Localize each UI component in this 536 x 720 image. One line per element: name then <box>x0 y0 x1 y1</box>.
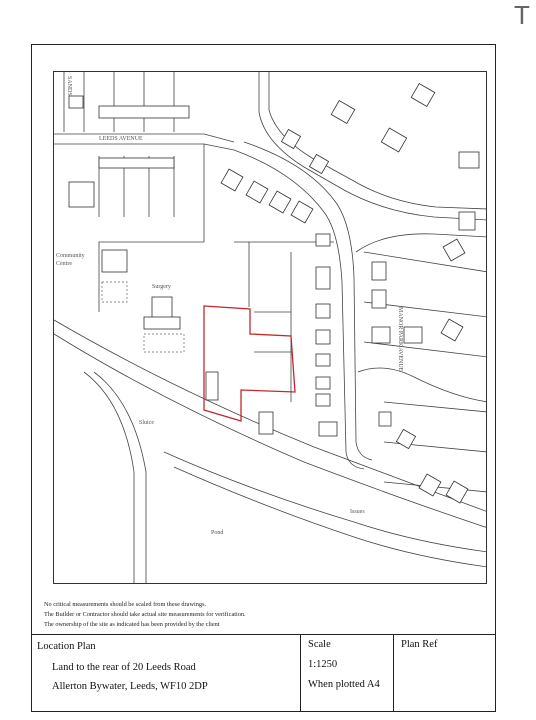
house <box>459 212 475 230</box>
dashed-outline <box>144 334 184 352</box>
house <box>404 327 422 343</box>
label-manor-park-avenue: MANOR PARK AVENUE <box>397 307 403 372</box>
address-line-1: Land to the rear of 20 Leeds Road <box>52 662 196 673</box>
house <box>411 84 435 107</box>
house-site <box>206 372 218 400</box>
title-block <box>31 634 496 712</box>
plot-dividers-centre <box>254 252 291 402</box>
house <box>331 101 355 124</box>
crescent-north <box>356 234 487 252</box>
corner-mark: T <box>514 0 530 30</box>
house <box>372 327 390 343</box>
leeds-avenue-south-edge <box>54 144 234 150</box>
house <box>319 422 337 436</box>
plan-ref-heading: Plan Ref <box>401 639 438 650</box>
dashed-outline <box>102 282 127 302</box>
terrace-north <box>99 106 189 118</box>
title-block-divider <box>300 635 301 712</box>
house-site <box>259 412 273 434</box>
label-community-centre-1: Community <box>56 253 85 259</box>
label-surgery: Surgery <box>152 284 171 290</box>
location-map <box>53 71 487 584</box>
label-leeds-avenue: LEEDS AVENUE <box>99 136 143 142</box>
house <box>221 169 243 191</box>
map-canvas <box>54 72 487 584</box>
house <box>316 330 330 344</box>
scale-value: 1:1250 <box>308 659 338 670</box>
community-centre-building <box>102 250 127 272</box>
terrace-leeds-ave <box>99 158 174 168</box>
house <box>446 481 468 503</box>
map-labels <box>56 76 403 536</box>
building <box>69 182 94 207</box>
note-line: The ownership of the site as indicated has been provided by the client <box>44 621 220 628</box>
house <box>291 201 313 223</box>
surgery-wing <box>144 317 180 329</box>
address-line-2: Allerton Bywater, Leeds, WF10 2DP <box>52 681 208 692</box>
house <box>269 191 291 213</box>
house <box>309 154 328 173</box>
crescent-south <box>358 368 487 402</box>
house <box>396 429 415 448</box>
house <box>316 267 330 289</box>
house <box>316 354 330 366</box>
label-sluice: Sluice <box>139 420 154 426</box>
location-plan-heading: Location Plan <box>37 641 96 652</box>
label-community-centre-2: Centre <box>56 261 72 267</box>
house <box>316 394 330 406</box>
plot-note: When plotted A4 <box>308 679 380 690</box>
channel-west-1 <box>84 372 134 584</box>
title-block-divider <box>393 635 394 712</box>
note-line: No critical measurements should be scaled from these drawings. <box>44 601 207 608</box>
house <box>372 262 386 280</box>
house <box>246 181 268 203</box>
disclaimer-notes <box>44 600 246 630</box>
buildings <box>69 84 479 503</box>
house <box>419 474 441 496</box>
label-issues: Issues <box>350 509 365 515</box>
house <box>281 129 300 148</box>
label-pond: Pond <box>211 530 224 536</box>
house <box>316 377 330 389</box>
house <box>459 152 479 168</box>
house <box>316 304 330 318</box>
house <box>441 319 463 341</box>
house <box>381 128 406 152</box>
building <box>69 96 83 108</box>
house <box>372 290 386 308</box>
surgery-building <box>152 297 172 319</box>
leeds-avenue-north-edge <box>54 134 234 142</box>
house <box>379 412 391 426</box>
pond-edge-north <box>164 452 487 552</box>
note-line: The Builder or Contractor should take actual site measurements for verification. <box>44 611 246 618</box>
house <box>443 239 465 261</box>
label-sands: SANDS <box>66 76 72 96</box>
scale-heading: Scale <box>308 639 331 650</box>
site-boundary <box>204 306 295 421</box>
channel-west-2 <box>94 372 146 584</box>
house <box>316 234 330 246</box>
